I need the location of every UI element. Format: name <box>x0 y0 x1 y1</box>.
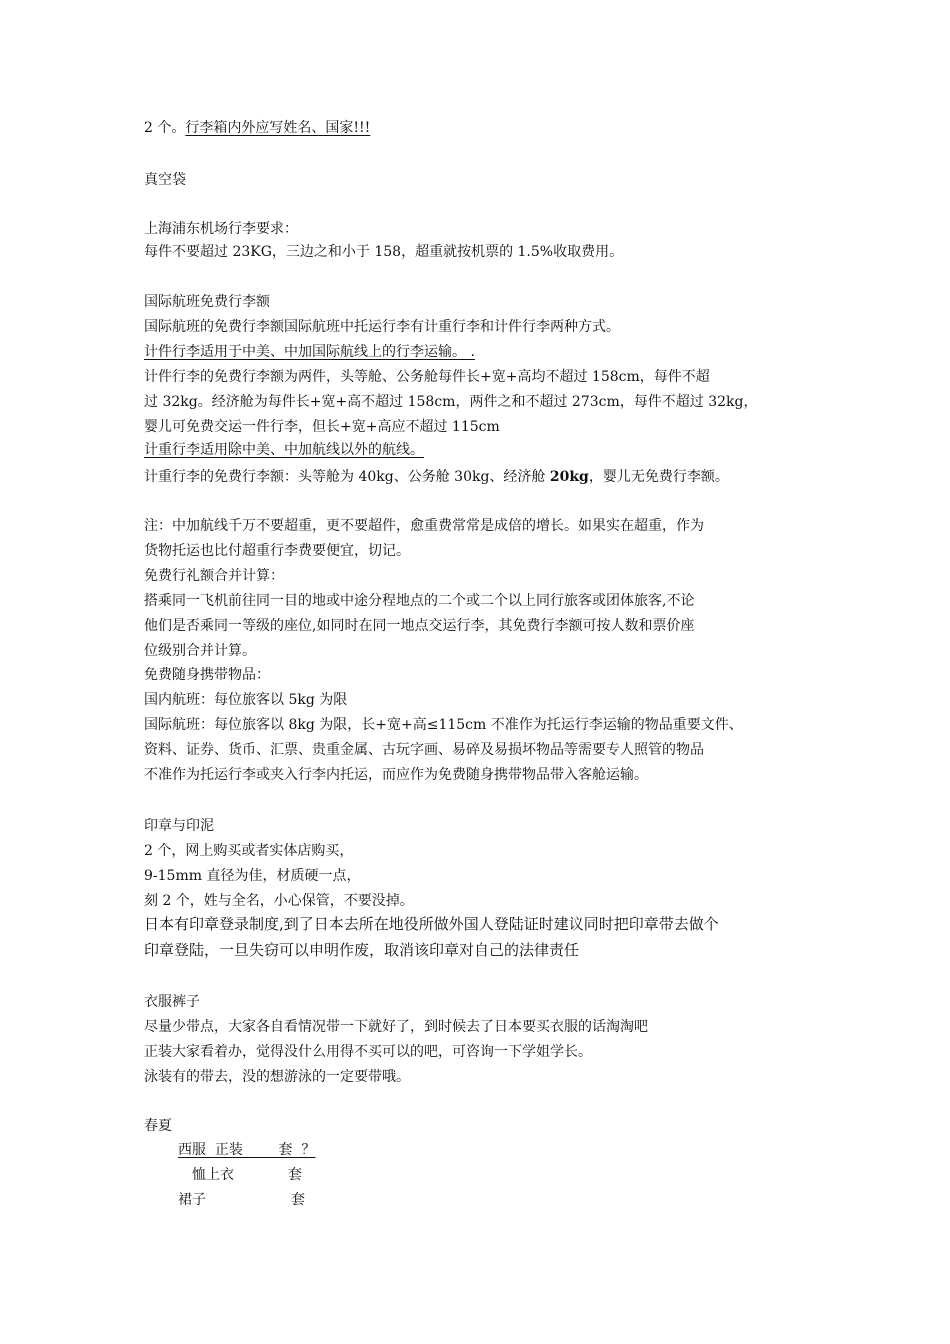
count-text: 2 个。 <box>144 120 186 136</box>
spring-summer-heading: 春夏 <box>144 1118 172 1134</box>
seal-line: 日本有印章登录制度,到了日本去所在地役所做外国人登陆证时建议同时把印章带去做个 <box>144 915 719 933</box>
clothes-line: 泳装有的带去，没的想游泳的一定要带哦。 <box>144 1069 410 1085</box>
skirt-label: 裙子 <box>178 1192 206 1208</box>
clothes-heading: 衣服裤子 <box>144 994 200 1010</box>
combine-line: 搭乘同一飞机前往同一目的地或中途分程地点的二个或二个以上同行旅客或团体旅客,不论 <box>144 593 695 609</box>
carry-on-line: 不准作为托运行李或夹入行李内托运，而应作为免费随身携带物品带入客舱运输。 <box>144 767 648 783</box>
seal-line: 印章登陆，一旦失窃可以申明作废，取消该印章对自己的法律责任 <box>144 941 580 959</box>
combine-heading: 免费行礼额合并计算： <box>144 568 284 584</box>
vacuum-bag-heading: 真空袋 <box>144 172 186 188</box>
intl-allowance-line: 国际航班的免费行李额国际航班中托运行李有计重行李和计件行李两种方式。 <box>144 319 620 335</box>
suit-row: 西服 正装 套 ？ <box>178 1142 316 1158</box>
seal-heading: 印章与印泥 <box>144 818 214 834</box>
carry-on-heading: 免费随身携带物品： <box>144 667 270 683</box>
luggage-label-note: 行李箱内外应写姓名、国家!!! <box>185 120 371 136</box>
luggage-label-line <box>144 118 370 138</box>
seal-line: 9-15mm 直径为佳，材质硬一点， <box>144 868 361 884</box>
tshirt-label: 恤上衣 <box>192 1167 234 1183</box>
note-line: 货物托运也比付超重行李费要便宜，切记。 <box>144 543 410 559</box>
piece-allowance-line: 婴儿可免费交运一件行李，但长+宽+高应不超过 115cm <box>144 419 500 435</box>
note-line: 注：中加航线千万不要超重，更不要超件，愈重费常常是成倍的增长。如果实在超重，作为 <box>144 518 704 534</box>
intl-allowance-heading: 国际航班免费行李额 <box>144 294 270 310</box>
piece-allowance-line: 计件行李的免费行李额为两件，头等舱、公务舱每件长+宽+高均不超过 158cm，每件不超 <box>144 369 710 385</box>
tshirt-unit: 套 <box>288 1167 302 1183</box>
weight-system-note: 计重行李适用除中美、中加航线以外的航线。 <box>144 442 424 458</box>
weight-allowance-text: 计重行李的免费行李额：头等舱为 40kg、公务舱 30kg、经济舱 <box>144 469 550 485</box>
pudong-body: 每件不要超过 23KG，三边之和小于 158，超重就按机票的 1.5%收取费用。 <box>144 244 624 260</box>
carry-on-line: 国内航班：每位旅客以 5kg 为限 <box>144 692 348 708</box>
seal-line: 2 个，网上购买或者实体店购买， <box>144 843 354 859</box>
economy-weight: 20kg <box>549 469 589 485</box>
piece-system-note: 计件行李适用于中美、中加国际航线上的行李运输。 . <box>144 344 475 360</box>
seal-line: 刻 2 个，姓与全名，小心保管，不要没掉。 <box>144 893 414 909</box>
skirt-unit: 套 <box>291 1192 305 1208</box>
carry-on-line: 国际航班：每位旅客以 8kg 为限，长+宽+高≤115cm 不准作为托运行李运输的物品重要文件、 <box>144 717 743 733</box>
clothes-line: 正装大家看着办，觉得没什么用得不买可以的吧，可咨询一下学姐学长。 <box>144 1044 592 1060</box>
pudong-heading: 上海浦东机场行李要求： <box>144 221 298 237</box>
weight-allowance-line <box>144 467 729 487</box>
carry-on-line: 资料、证券、货币、汇票、贵重金属、古玩字画、易碎及易损坏物品等需要专人照管的物品 <box>144 742 704 758</box>
combine-line: 他们是否乘同一等级的座位,如同时在同一地点交运行李，其免费行李额可按人数和票价座 <box>144 618 695 634</box>
combine-line: 位级别合并计算。 <box>144 643 256 659</box>
piece-allowance-line: 过 32kg。经济舱为每件长+宽+高不超过 158cm，两件之和不超过 273cm，每件不超过 32kg， <box>144 394 758 410</box>
clothes-line: 尽量少带点，大家各自看情况带一下就好了，到时候去了日本要买衣服的话淘淘吧 <box>144 1019 648 1035</box>
infant-note: ，婴儿无免费行李额。 <box>588 469 729 485</box>
